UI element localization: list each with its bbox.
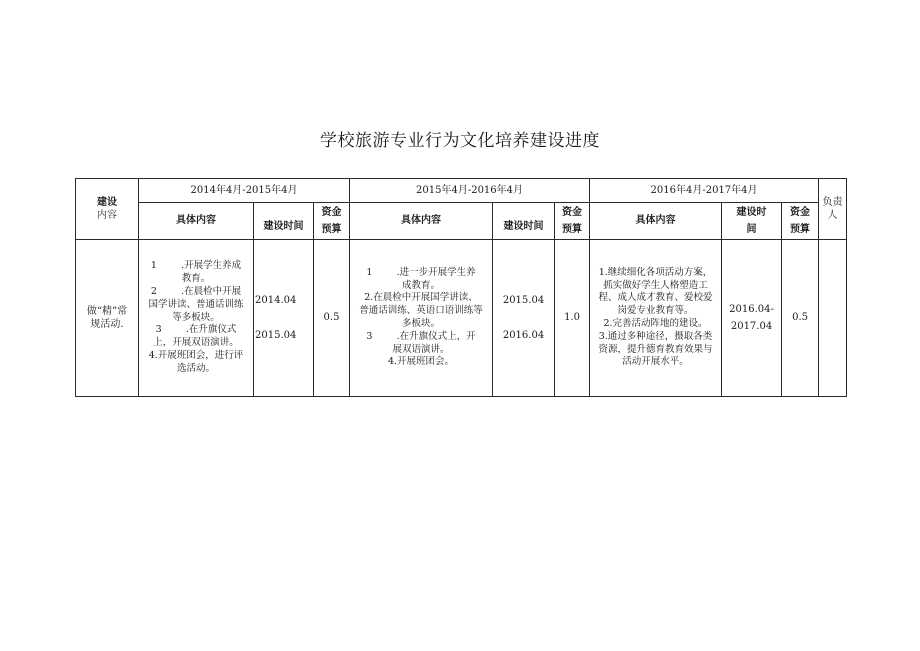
p3-line: 抓实做好学生人格塑造工 — [603, 279, 708, 291]
budget-header-line-1: 资金 — [321, 206, 342, 218]
content-header-sublabel: 内容 — [97, 210, 117, 221]
col-budget-header-2 — [555, 203, 590, 240]
owner-header-line-2: 人 — [827, 210, 838, 221]
p1-time-start: 2014.04 — [255, 294, 297, 306]
period-header-2: 2015年4月-2016年4月 — [350, 179, 590, 203]
p3-time-end: 2017.04 — [730, 320, 773, 332]
p2-time-start: 2015.04 — [502, 294, 545, 306]
p3-time-cell — [722, 240, 782, 397]
budget-header-line-1: 资金 — [790, 206, 811, 218]
col-content-header-1: 具体内容 — [139, 203, 254, 240]
item-cell — [76, 240, 139, 397]
p3-budget-cell: 0.5 — [782, 240, 819, 397]
col-budget-header-3 — [782, 203, 819, 240]
p2-line: 普通话训练、英语口语训练等 — [359, 305, 483, 317]
budget-header-line-2: 预算 — [790, 224, 811, 235]
p3-line: 3.通过多种途径，摄取各类 — [598, 330, 713, 342]
p2-line: 1 .进一步开展学生养 — [366, 266, 476, 278]
owner-header-cell — [819, 179, 847, 240]
p1-line: 1 .开展学生养成 — [150, 260, 242, 272]
header-row-columns — [76, 203, 847, 240]
p1-line: 国学讲读、普通话训练 — [148, 298, 244, 310]
budget-header-line-2: 预算 — [321, 224, 342, 235]
item-line-1: 做“精”常 — [86, 305, 128, 317]
p3-line: 资源，提升德育教育效果与 — [598, 343, 713, 355]
p3-line: 活动开展水平。 — [622, 356, 689, 368]
p1-budget-cell: 0.5 — [314, 240, 350, 397]
page-title: 学校旅游专业行为文化培养建设进度 — [320, 131, 600, 151]
budget-header-line-2: 预算 — [562, 224, 583, 235]
item-line-2: 规活动. — [90, 319, 124, 330]
col-content-header-3: 具体内容 — [590, 203, 722, 240]
p2-budget-cell: 1.0 — [555, 240, 590, 397]
header-row-periods — [76, 179, 847, 203]
p3-line: 岗爱专业教育等。 — [617, 305, 694, 317]
p2-time-cell — [493, 240, 555, 397]
period-header-1: 2014年4月-2015年4月 — [139, 179, 350, 203]
p2-content-cell — [350, 240, 493, 397]
p2-line: 2.在晨检中开展国学讲读、 — [364, 292, 478, 304]
progress-table — [75, 178, 847, 397]
period-header-3: 2016年4月-2017年4月 — [590, 179, 819, 203]
owner-header-line-1: 负责 — [822, 196, 843, 208]
p2-line: 展双语演讲。 — [392, 343, 450, 355]
time-header-line-1: 建设时 — [736, 206, 767, 218]
p1-line: 2 .在晨检中开展 — [150, 285, 242, 297]
p3-line: 程、成人成才教育、爱校爱 — [598, 292, 713, 304]
p1-line: 4.开展班团会，进行评 — [148, 350, 244, 362]
content-header-label: 建设 — [97, 196, 117, 208]
p2-line: 多板块。 — [402, 318, 441, 329]
p1-content-cell — [139, 240, 254, 397]
p1-line: 选活动。 — [176, 362, 215, 374]
col-time-header-1: 建设时间 — [254, 203, 314, 240]
col-budget-header-1 — [314, 203, 350, 240]
p3-line: 2.完善活动阵地的建设。 — [603, 318, 708, 329]
p1-line: 3 .在升旗仪式 — [155, 324, 237, 336]
p2-line: 3 .在升旗仪式上，开 — [366, 330, 476, 342]
p1-time-cell — [254, 240, 314, 397]
p1-line: 教育。 — [181, 273, 211, 285]
col-content-header-2: 具体内容 — [350, 203, 493, 240]
table-row — [76, 240, 847, 397]
time-header-line-2: 间 — [746, 224, 757, 235]
p3-time-start: 2016.04- — [729, 304, 774, 315]
content-header-cell — [76, 179, 139, 240]
p3-content-cell — [590, 240, 722, 397]
p1-line: 上，开展双语演讲。 — [153, 337, 239, 349]
p1-line: 等多板块。 — [172, 311, 220, 323]
budget-header-line-1: 资金 — [562, 206, 583, 218]
col-time-header-3 — [722, 203, 782, 240]
p1-time-end: 2015.04 — [255, 330, 297, 341]
col-time-header-2: 建设时间 — [493, 203, 555, 240]
p2-time-end: 2016.04 — [502, 330, 545, 341]
p2-line: 4.开展班团会。 — [387, 356, 455, 368]
p2-line: 成教育。 — [402, 279, 441, 291]
owner-cell — [819, 240, 847, 397]
p3-line: 1.继续细化各项活动方案， — [598, 266, 713, 278]
